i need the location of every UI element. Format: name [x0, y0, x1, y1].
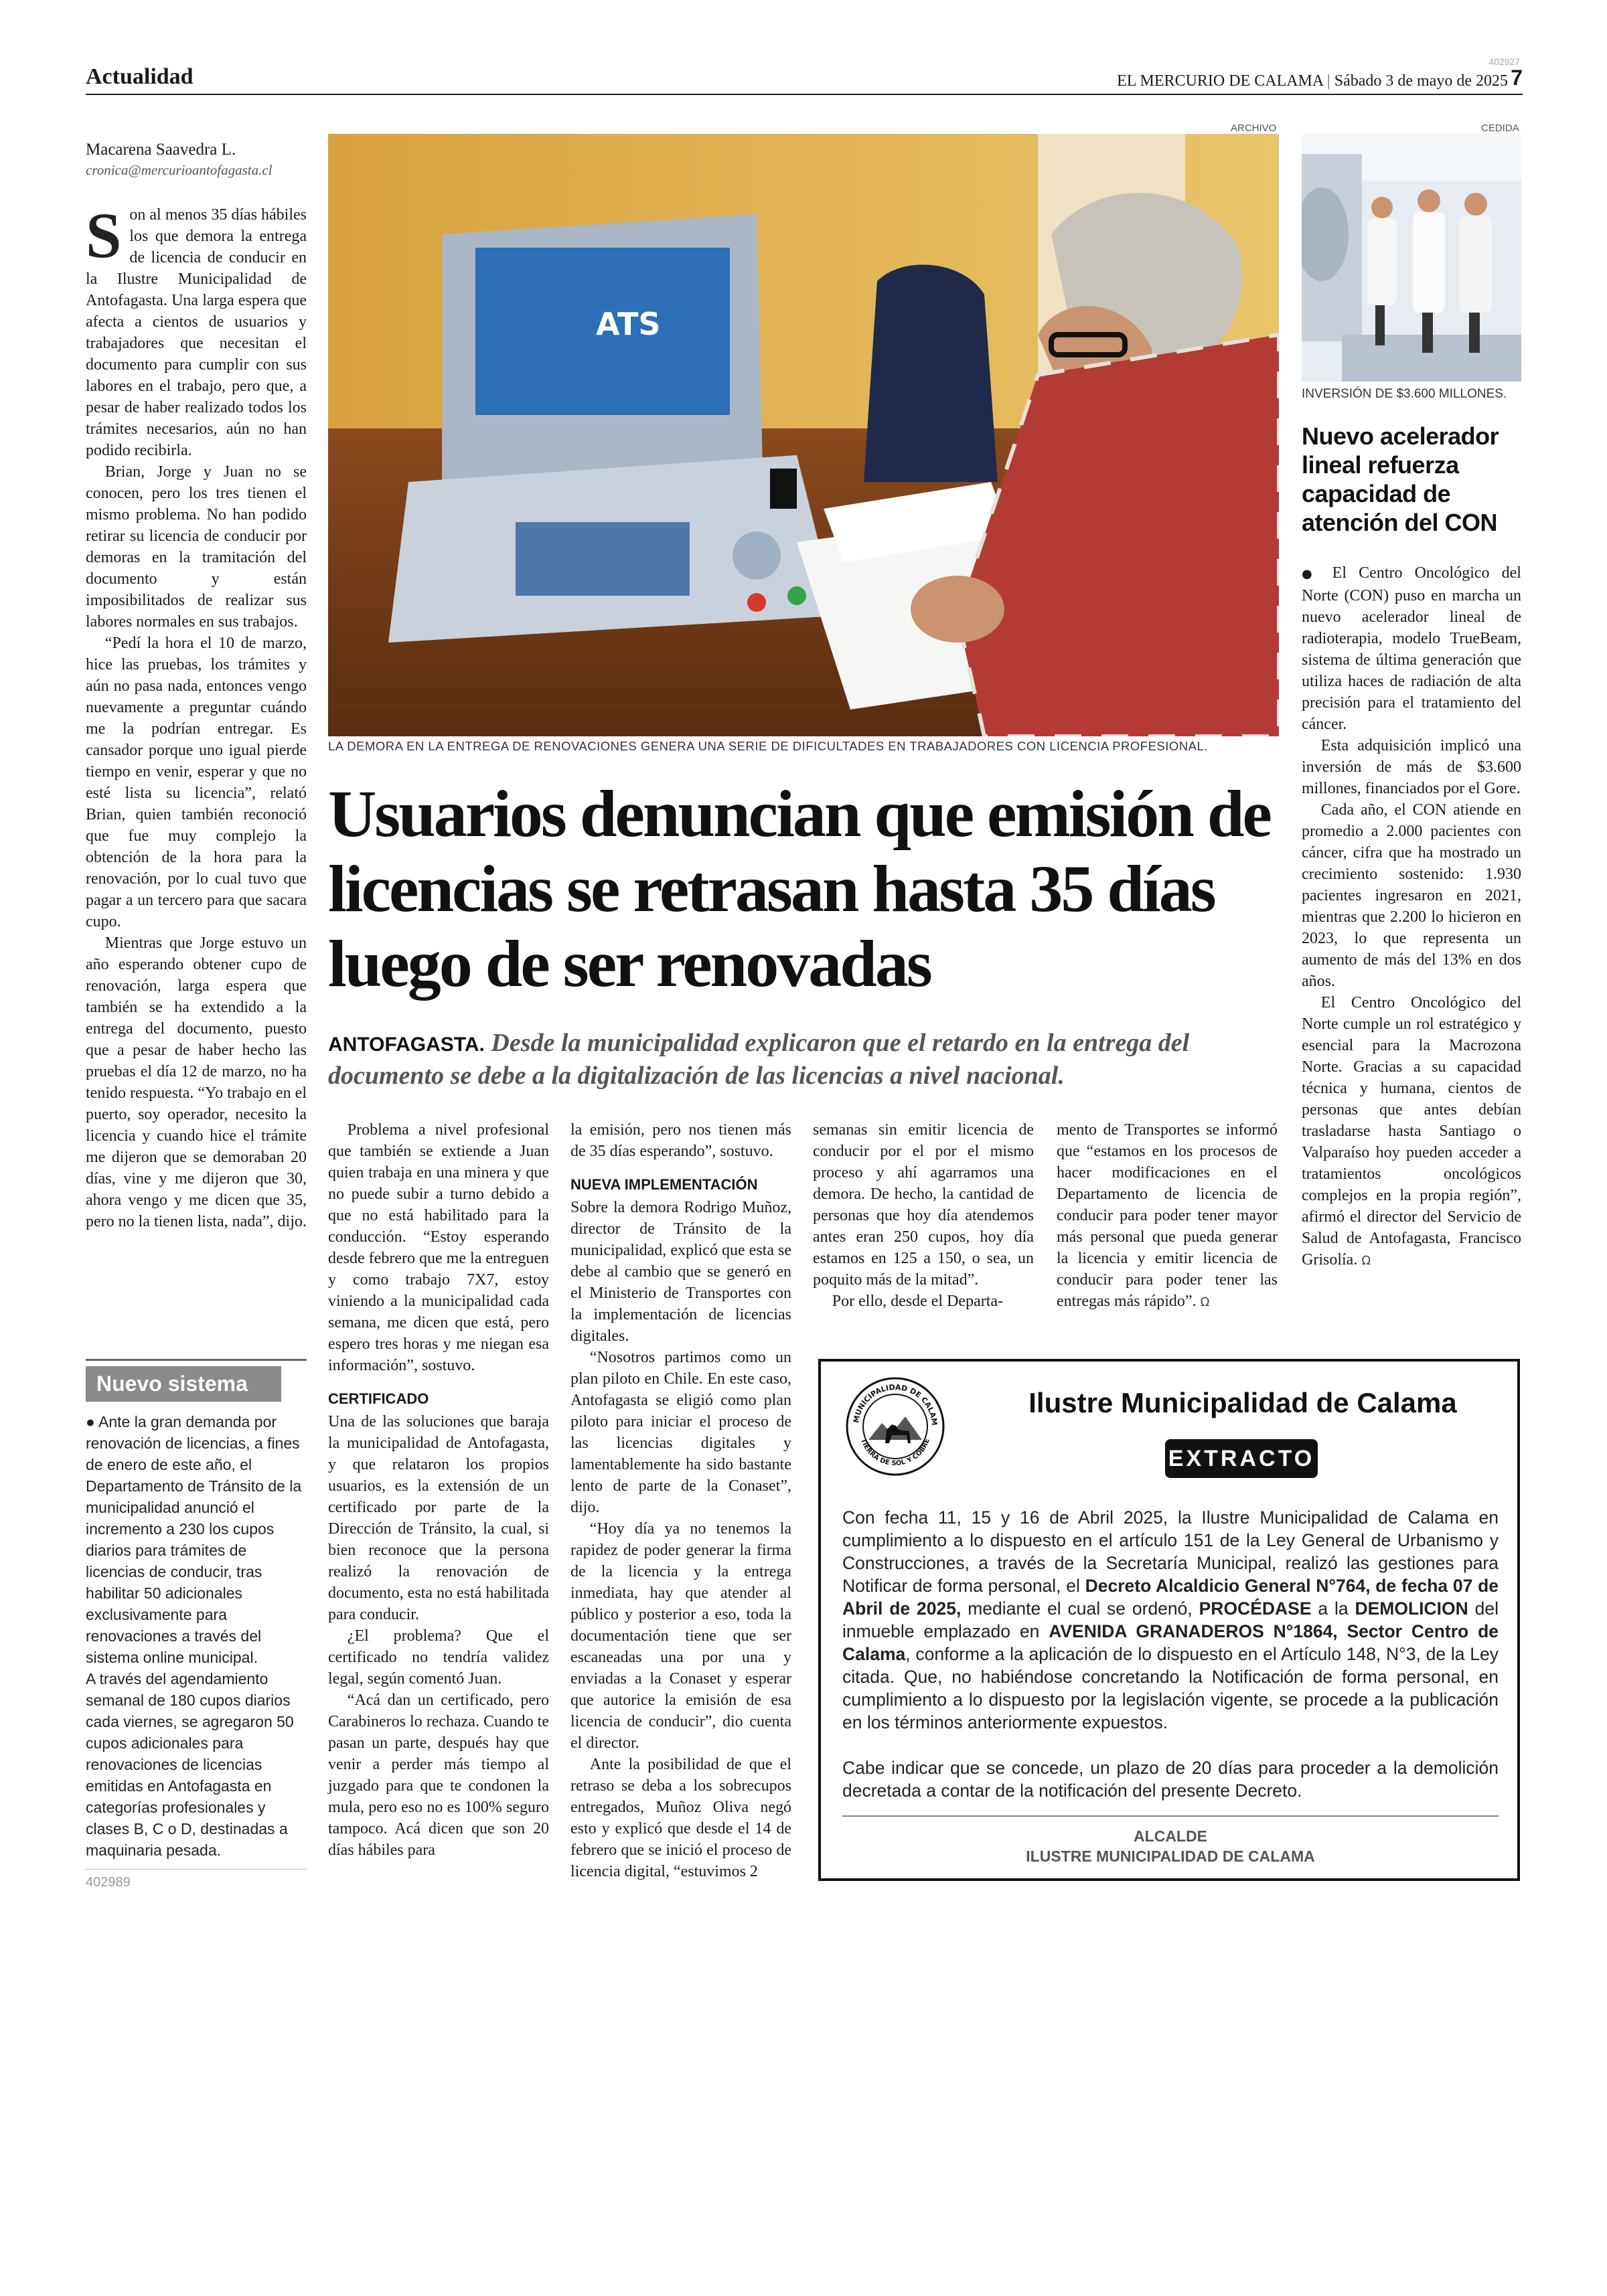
- paragraph: Cada año, el CON atiende en promedio a 2.000 pacientes con cáncer, cifra que ha mostrado un crecimiento sostenido: 1.930 pacientes ingresaron en 2021, mientras que 2.200 lo hicieron en 2023, lo que representa un aumento de más del 13% en dos años.: [1302, 801, 1521, 990]
- page-number: 7: [1511, 66, 1523, 90]
- municipal-seal: [845, 1376, 945, 1477]
- left-column: [86, 199, 307, 1232]
- notice-paragraph: Con fecha 11, 15 y 16 de Abril 2025, la Ilustre Municipalidad de Calama en cumplimiento a lo dispuesto en el artículo 151 de la Ley General de Urbanismo y Construcciones, a través de la Secretaría Municipal, realizó las gestiones para Notificar de forma personal, el Decreto Alcaldicio General N°764, de fecha 07 de Abril de 2025, mediante el cual se ordenó, PROCÉDASE a la DEMOLICION del inmueble emplazado en AVENIDA GRANADEROS N°1864, Sector Centro de Calama, conforme a la aplicación de lo dispuesto en el Artículo 148, N°3, de la Ley citada. Que, no habiéndose concretando la Notificación de forma personal, en cumplimiento a lo dispuesto por la legislación vigente, se procede a la publicación en los términos anteriormente expuestos.: [842, 1507, 1499, 1732]
- paragraph: Son al menos 35 días hábiles los que demora la entrega de licencia de conducir en la Ilustre Municipalidad de Antofagasta. Una larga espera que afecta a cientos de usuarios y trabajadores que necesitan el documento para cumplir con sus labores en el trabajo, pero que, a pesar de haber realizado todos los trámites necesarios, aún no han podido recibirla.: [86, 199, 307, 459]
- subhead-certificado: CERTIFICADO: [328, 1390, 429, 1407]
- svg-text:TIERRA DE SOL Y COBRE: TIERRA DE SOL Y COBRE: [859, 1437, 931, 1468]
- svg-text:ATS: ATS: [596, 306, 661, 342]
- notice-signature: [842, 1815, 1499, 1866]
- seal-icon: [845, 1376, 945, 1477]
- body-column-3: [813, 1119, 1034, 1312]
- body-column-2: [570, 1119, 791, 1882]
- municipal-notice: [818, 1359, 1520, 1881]
- publication-title: EL MERCURIO DE CALAMA: [1117, 72, 1323, 90]
- body-column-1: [328, 1119, 549, 1861]
- right-photo: [1302, 134, 1521, 382]
- paragraph: “Pedí la hora el 10 de marzo, hice las pruebas, los trámites y aún no pasa nada, entonces vengo nuevamente a preguntar cuándo me la podrían entregar. Es cansador porque uno igual pierde tiempo en venir, esperar y que no esté lista su licencia”, relató Brian, quien también reconoció que fue muy complejo la obtención de la hora para la renovación, por lo cual tuvo que pagar a un tercero para que sacara cupo.: [86, 635, 307, 930]
- subhead-nueva-implementacion: NUEVA IMPLEMENTACIÓN: [570, 1176, 758, 1193]
- sidebar-box: [86, 1359, 307, 1890]
- svg-text:I. MUNICIPALIDAD DE CALAMA: MUNICIPALIDAD DE CALAM: [852, 1382, 939, 1426]
- paragraph: Ante la posibilidad de que el retraso se deba a los sobrecupos entregados, Muñoz Oliva negó esto y explicó que desde el 14 de febrero que se inició el proceso de licencia digital, “estuvimos 2: [570, 1756, 791, 1880]
- lead-city: ANTOFAGASTA.: [328, 1034, 485, 1056]
- paragraph: Una de las soluciones que baraja la municipalidad de Antofagasta, y que relataron los propios usuarios, es la extensión de un certificado por parte de la Dirección de Tránsito, la cual, si bien reconoce que la persona realizó la renovación de documento, esta no está habilitada para conducir.: [328, 1413, 549, 1623]
- page-header: [86, 56, 1523, 95]
- sidebar-paragraph: ● Ante la gran demanda por renovación de licencias, a fines de enero de este año, el Departamento de Tránsito de la municipalidad anunció el incremento a 230 los cupos diarios para trámites de licencias de conducir, tras habilitar 50 adicionales exclusivamente para renovaciones a través del sistema online municipal.: [86, 1413, 302, 1666]
- right-photo-credit: CEDIDA: [1481, 122, 1519, 134]
- main-photo: [328, 134, 1279, 736]
- signature-institution: ILUSTRE MUNICIPALIDAD DE CALAMA: [1026, 1848, 1315, 1865]
- headline: Usuarios denuncian que emisión de licencias se retrasan hasta 35 días luego de ser renovadas: [328, 776, 1270, 1001]
- section-title: Actualidad: [86, 64, 194, 89]
- publication-date: Sábado 3 de mayo de 2025: [1334, 72, 1508, 90]
- paragraph: Por ello, desde el Departa-: [832, 1293, 1004, 1310]
- sidebar-title: Nuevo sistema: [86, 1366, 281, 1402]
- right-article-title: Nuevo acelerador lineal refuerza capacidad de atención del CON: [1302, 422, 1499, 536]
- byline-author: Macarena Saavedra L.: [86, 141, 236, 159]
- bullet-icon: ●: [86, 1413, 99, 1430]
- chair: [864, 264, 998, 482]
- sidebar-body: [86, 1411, 307, 1861]
- paragraph: El Centro Oncológico del Norte cumple un rol estratégico y esencial para la Macrozona Norte. Gracias a su capacidad técnica y humana, cientos de personas que antes debían trasladarse hasta Santiago o Valparaíso hoy pueden acceder a tratamientos oncológicos complejos en la propia región”, afirmó el director del Servicio de Salud de Antofagasta, Francisco Grisolía. Ω: [1302, 994, 1521, 1268]
- paragraph: “Hoy día ya no tenemos la rapidez de poder generar la firma de la licencia y la entrega inmediata, hay que atender al público y posterior a eso, toda la documentación tiene que ser escaneadas una por una y enviadas a la Conaset y esperar que autorice la emisión de esa licencia de conducir”, dio cuenta el director.: [570, 1520, 791, 1752]
- paragraph: semanas sin emitir licencia de conducir por el por el mismo proceso y ahí agarramos una demora. De hecho, la cantidad de personas que hoy día atendemos antes eran 250 cupos, hoy día estamos en 125 a 150, o sea, un poquito más de la mitad”.: [813, 1121, 1034, 1289]
- paragraph: Brian, Jorge y Juan no se conocen, pero los tres tienen el mismo problema. No han podido retirar su licencia de conducir por demoras en la tramitación del documento y están imposibilitados de realizar sus labores normales en sus trabajos.: [86, 463, 307, 631]
- end-mark-icon: Ω: [1200, 1295, 1210, 1309]
- paragraph: Mientras que Jorge estuvo un año esperando obtener cupo de renovación, larga espera que también se ha extendido a la entrega del documento, puesto que a pesar de haber hecho las pruebas el día 12 de marzo, no ha tenido respuesta. “Yo trabajo en el puerto, soy operador, necesito la licencia y cuando hice el trámite me dijeron que se demoraban 20 días, vine y me dijeron que 30, ahora vengo y me dicen que 35, pero no la tienen lista, nada”, dijo.: [86, 934, 307, 1230]
- right-photo-illustration: [1302, 134, 1521, 382]
- paragraph: “Acá dan un certificado, pero Carabineros lo rechaza. Cuando te pasan un parte, después hay que venir a perder más tiempo al juzgado para que te condonen la mula, pero eso no es 100% seguro tampoco. Acá dicen que son 20 días hábiles para: [328, 1692, 549, 1859]
- photo-caption: LA DEMORA EN LA ENTREGA DE RENOVACIONES GENERA UNA SERIE DE DIFICULTADES EN TRABAJADORES CON LICENCIA PROFESIONAL.: [328, 739, 1208, 753]
- paragraph: Sobre la demora Rodrigo Muñoz, director de Tránsito de la municipalidad, explicó que esta se debe al cambio que se generó en el Ministerio de Transportes con la implementación de licencias digitales.: [570, 1199, 791, 1345]
- right-photo-caption: INVERSIÓN DE $3.600 MILLONES.: [1302, 387, 1507, 401]
- notice-body: [842, 1506, 1499, 1802]
- paragraph: la emisión, pero nos tienen más de 35 días esperando”, sostuvo.: [570, 1121, 791, 1160]
- paragraph: ¿El problema? Que el certificado no tendría validez legal, según comentó Juan.: [328, 1627, 549, 1688]
- publication-name: EL MERCURIO DE CALAMA | Sábado 3 de mayo de 2025: [1117, 72, 1508, 90]
- byline-email: cronica@mercurioantofagasta.cl: [86, 162, 273, 178]
- paragraph: Esta adquisición implicó una inversión de más de $3.600 millones, financiados por el Gore.: [1302, 737, 1521, 797]
- drop-cap: S: [86, 199, 122, 271]
- signature-title: ALCALDE: [1134, 1827, 1207, 1845]
- end-mark-icon: Ω: [1361, 1254, 1371, 1268]
- right-article-body: [1302, 562, 1521, 1272]
- sidebar-paragraph: A través del agendamiento semanal de 180 cupos diarios cada viernes, se agregaron 50 cupos adicionales para renovaciones de licencias emitidas en Antofagasta en categorías profesionales y clases B, C o D, destinadas a maquinaria pesada.: [86, 1670, 294, 1859]
- lead: [328, 1028, 1279, 1091]
- paragraph: mento de Transportes se informó que “estamos en los procesos de hacer modificaciones en el Departamento de licencia de conducir para poder tener mayor más personal que pueda generar la licencia y emitir licencia de conducir para poder tener las entregas más rápido”. Ω: [1057, 1121, 1278, 1310]
- photo-credit: ARCHIVO: [1231, 122, 1277, 134]
- lead-text: Desde la municipalidad explicaron que el retardo en la entrega del documento se debe a la digitalización de las licencias a nivel nacional.: [328, 1029, 1190, 1090]
- notice-title: Ilustre Municipalidad de Calama: [1028, 1387, 1457, 1418]
- bullet-icon: ●: [1302, 567, 1332, 581]
- byline: [86, 141, 307, 179]
- page-code: 402927: [1488, 56, 1520, 67]
- paragraph: ● El Centro Oncológico del Norte (CON) puso en marcha un nuevo acelerador lineal de radioterapia, modelo TrueBeam, sistema de última generación que utiliza haces de radiación de alta precisión para el tratamiento del cáncer.: [1302, 564, 1521, 733]
- sidebar-code: 402989: [86, 1869, 307, 1890]
- paragraph: Problema a nivel profesional que también se extiende a Juan quien trabaja en una minera y que no puede subir a turno debido a que no está habilitado para la conducción. “Estoy esperando desde febrero que me la entreguen y como trabajo 7X7, estoy viniendo a la municipalidad cada semana, me dicen que está, pero espero tres horas y me niegan esa información”, sostuvo.: [328, 1121, 549, 1374]
- stamp: [770, 469, 797, 509]
- paragraph: “Nosotros partimos como un plan piloto en Chile. En este caso, Antofagasta se eligió como plan piloto para iniciar el proceso de las licencias digitales y lamentablemente ha sido bastante lento de parte de la Conaset”, dijo.: [570, 1349, 791, 1516]
- main-photo-illustration: [328, 134, 1279, 736]
- notice-paragraph: Cabe indicar que se concede, un plazo de 20 días para proceder a la demolición decretada a contar de la notificación del presente Decreto.: [842, 1758, 1499, 1801]
- body-column-4: [1057, 1119, 1278, 1313]
- notice-badge: EXTRACTO: [1165, 1439, 1318, 1478]
